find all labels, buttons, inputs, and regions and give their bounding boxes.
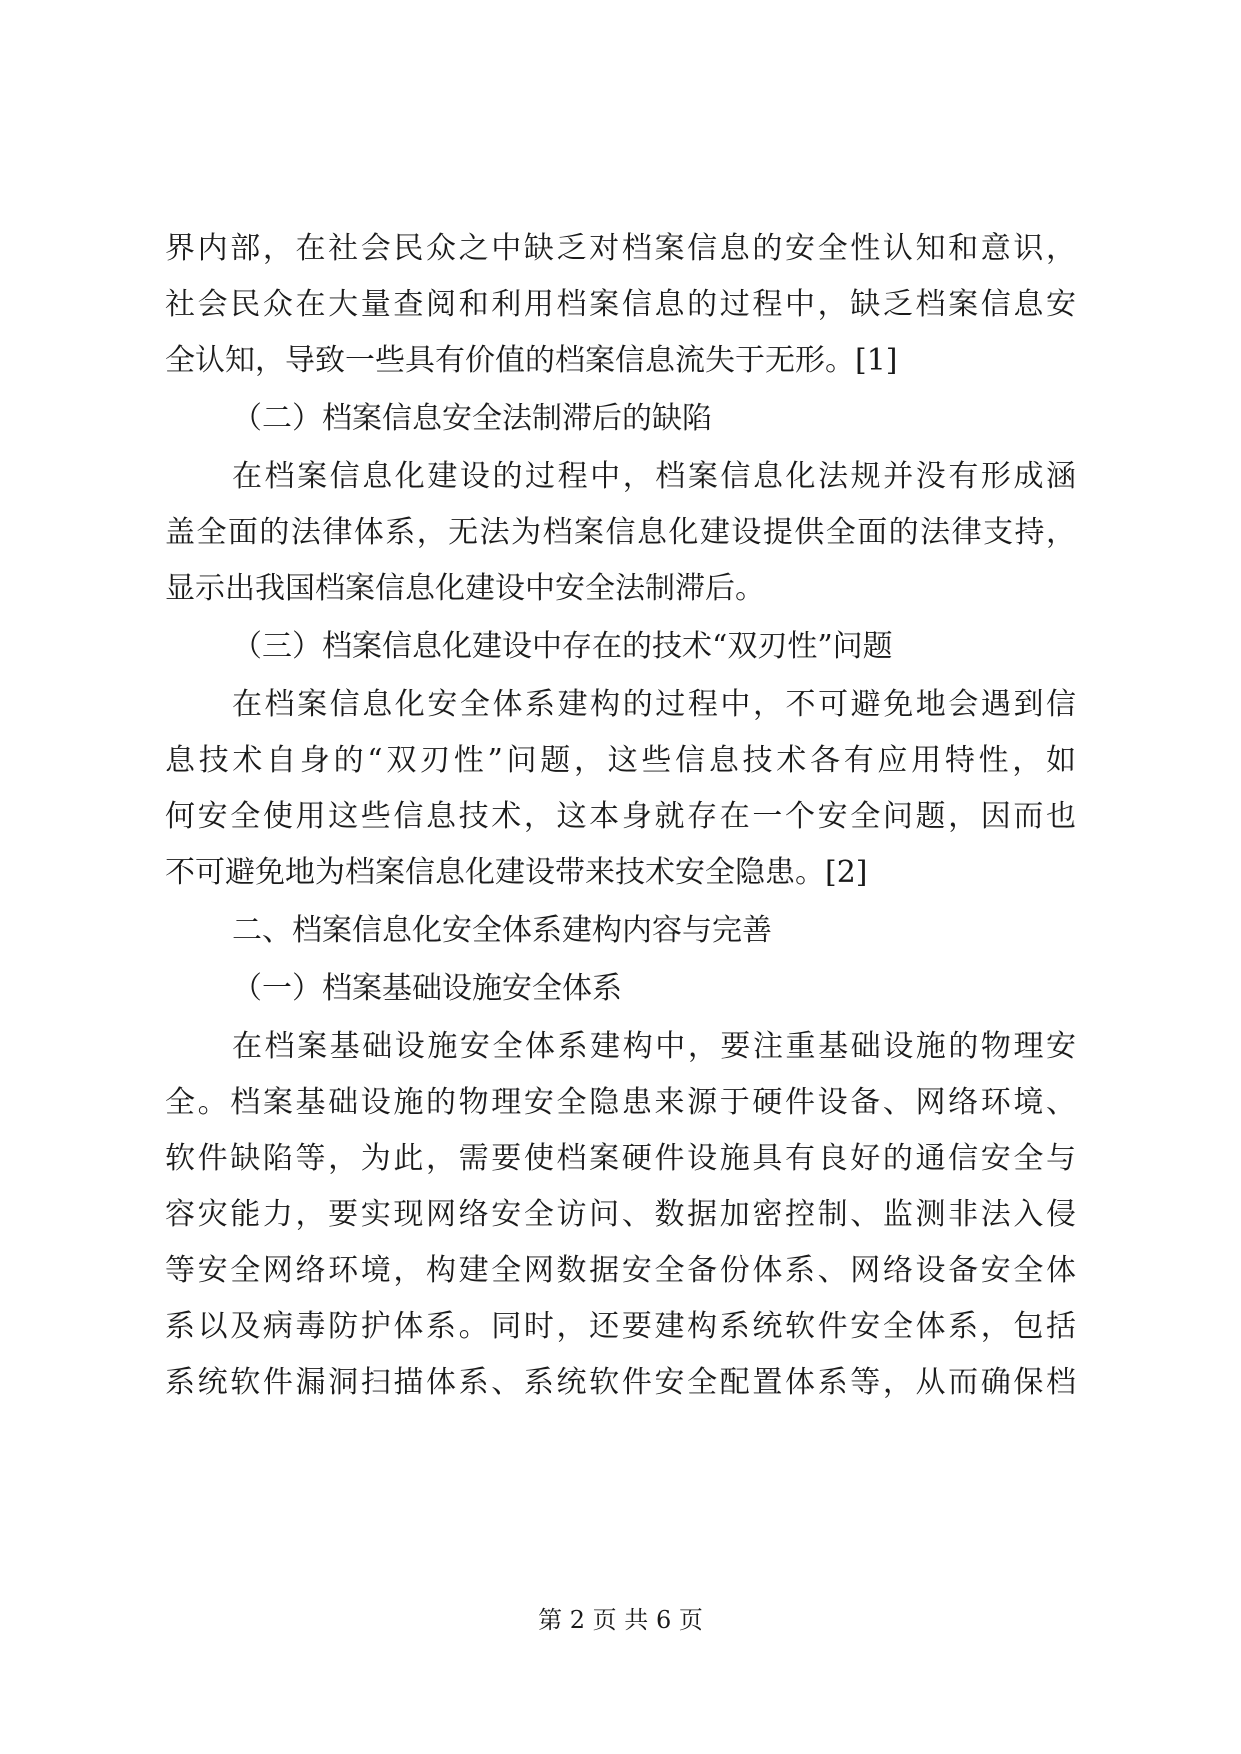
paragraph-line: 等安全网络环境，构建全网数据安全备份体系、网络设备安全体	[165, 1253, 1076, 1288]
page-number-footer: 第 2 页 共 6 页	[538, 1606, 703, 1634]
section-heading: （二）档案信息安全法制滞后的缺陷	[232, 401, 712, 436]
section-heading: （一）档案基础设施安全体系	[232, 971, 622, 1006]
section-heading: 二、档案信息化安全体系建构内容与完善	[232, 913, 772, 948]
paragraph-line: 在档案基础设施安全体系建构中，要注重基础设施的物理安	[232, 1029, 1076, 1064]
paragraph-line: 社会民众在大量查阅和利用档案信息的过程中，缺乏档案信息安	[165, 287, 1076, 322]
paragraph-line: 不可避免地为档案信息化建设带来技术安全隐患。[2]	[165, 855, 868, 890]
paragraph-line: 全。档案基础设施的物理安全隐患来源于硬件设备、网络环境、	[165, 1085, 1076, 1120]
paragraph-line: 系统软件漏洞扫描体系、系统软件安全配置体系等，从而确保档	[165, 1365, 1076, 1400]
paragraph-line: 全认知，导致一些具有价值的档案信息流失于无形。[1]	[165, 343, 898, 378]
paragraph-line: 系以及病毒防护体系。同时，还要建构系统软件安全体系，包括	[165, 1309, 1076, 1344]
paragraph-line: 盖全面的法律体系，无法为档案信息化建设提供全面的法律支持，	[165, 515, 1076, 550]
paragraph-line: 显示出我国档案信息化建设中安全法制滞后。	[165, 571, 765, 606]
paragraph-line: 软件缺陷等，为此，需要使档案硬件设施具有良好的通信安全与	[165, 1141, 1076, 1176]
paragraph-line: 界内部，在社会民众之中缺乏对档案信息的安全性认知和意识，	[165, 231, 1076, 266]
paragraph-line: 息技术自身的“双刃性”问题，这些信息技术各有应用特性，如	[165, 743, 1076, 778]
paragraph-line: 容灾能力，要实现网络安全访问、数据加密控制、监测非法入侵	[165, 1197, 1076, 1232]
section-heading: （三）档案信息化建设中存在的技术“双刃性”问题	[232, 629, 893, 664]
paragraph-line: 何安全使用这些信息技术，这本身就存在一个安全问题，因而也	[165, 799, 1076, 834]
paragraph-line: 在档案信息化安全体系建构的过程中，不可避免地会遇到信	[232, 687, 1076, 722]
paragraph-line: 在档案信息化建设的过程中，档案信息化法规并没有形成涵	[232, 459, 1076, 494]
